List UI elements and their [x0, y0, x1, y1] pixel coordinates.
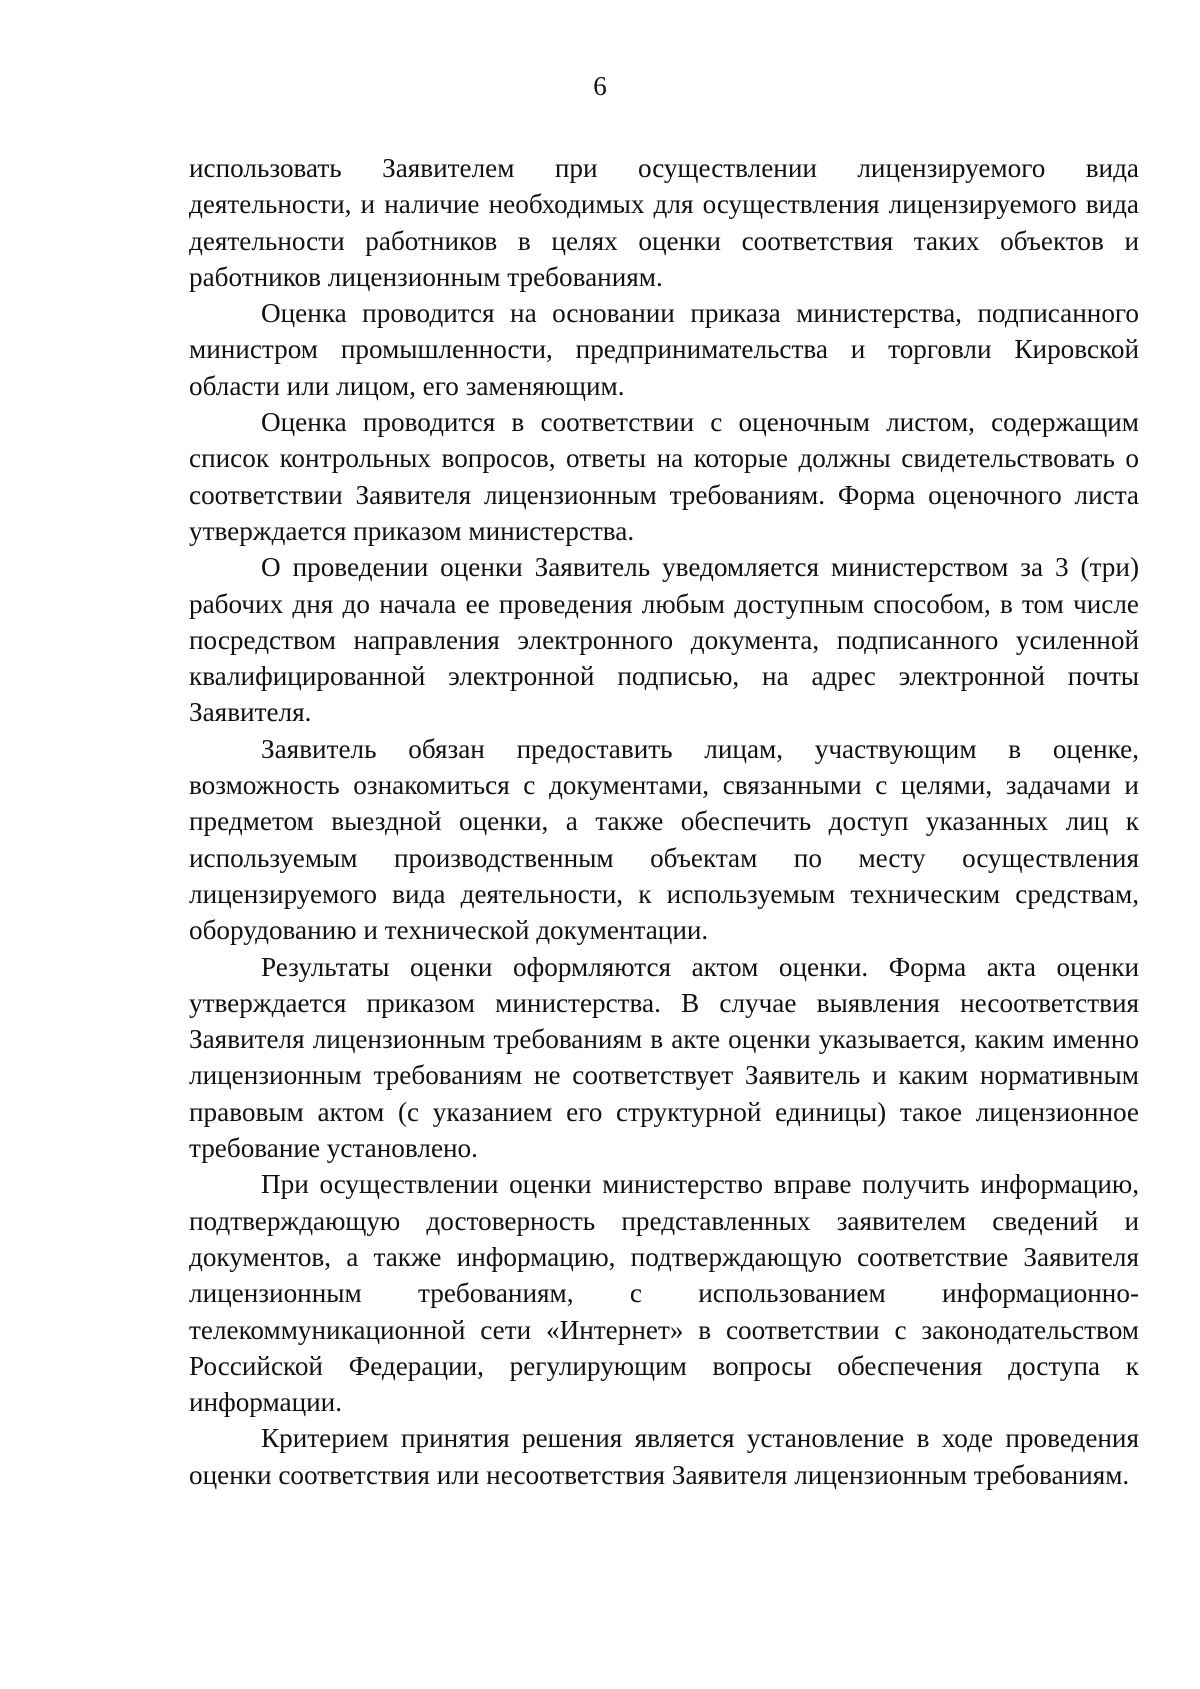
- paragraph-applicant-obligations: Заявитель обязан предоставить лицам, участвующим в оценке, возможность ознакомиться с документами, связанными с целями, задачами и предметом выездной оценки, а также обеспечить доступ указанных лиц к используемым производственным объектам по месту осуществления лицензируемого вида деятельности, к используемым техническим средствам, оборудованию и технической документации.: [189, 733, 1139, 946]
- paragraph-decision-criterion: Критерием принятия решения является установление в ходе проведения оценки соответствия или несоответствия Заявителя лицензионным требованиям.: [189, 1423, 1139, 1490]
- document-body: [189, 150, 1139, 1493]
- paragraph-continued: использовать Заявителем при осуществлении лицензируемого вида деятельности, и наличие необходимых для осуществления лицензируемого вида деятельности работников в целях оценки соответствия таких объектов и работников лицензионным требованиям.: [189, 153, 1139, 292]
- page-number: 6: [593, 71, 607, 101]
- paragraph-information-access: При осуществлении оценки министерство вправе получить информацию, подтверждающую достоверность представленных заявителем сведений и документов, а также информацию, подтверждающую соответствие Заявителя лицензионным требованиям, с использованием информационно-телекоммуникационной сети «Интернет» в соответствии с законодательством Российской Федерации, регулирующим вопросы обеспечения доступа к информации.: [189, 1169, 1139, 1418]
- paragraph-evaluation-sheet: Оценка проводится в соответствии с оценочным листом, содержащим список контрольных вопросов, ответы на которые должны свидетельствовать о соответствии Заявителя лицензионным требованиям. Форма оценочного листа утверждается приказом министерства.: [189, 407, 1139, 546]
- paragraph-results-act: Результаты оценки оформляются актом оценки. Форма акта оценки утверждается приказом министерства. В случае выявления несоответствия Заявителя лицензионным требованиям в акте оценки указывается, каким именно лицензионным требованиям не соответствует Заявитель и каким нормативным правовым актом (с указанием его структурной единицы) такое лицензионное требование установлено.: [189, 951, 1139, 1164]
- paragraph-order-basis: Оценка проводится на основании приказа министерства, подписанного министром промышленности, предпринимательства и торговли Кировской области или лицом, его заменяющим.: [189, 298, 1139, 401]
- paragraph-notification: О проведении оценки Заявитель уведомляется министерством за 3 (три) рабочих дня до начала ее проведения любым доступным способом, в том числе посредством направления электронного документа, подписанного усиленной квалифицированной электронной подписью, на адрес электронной почты Заявителя.: [189, 552, 1139, 728]
